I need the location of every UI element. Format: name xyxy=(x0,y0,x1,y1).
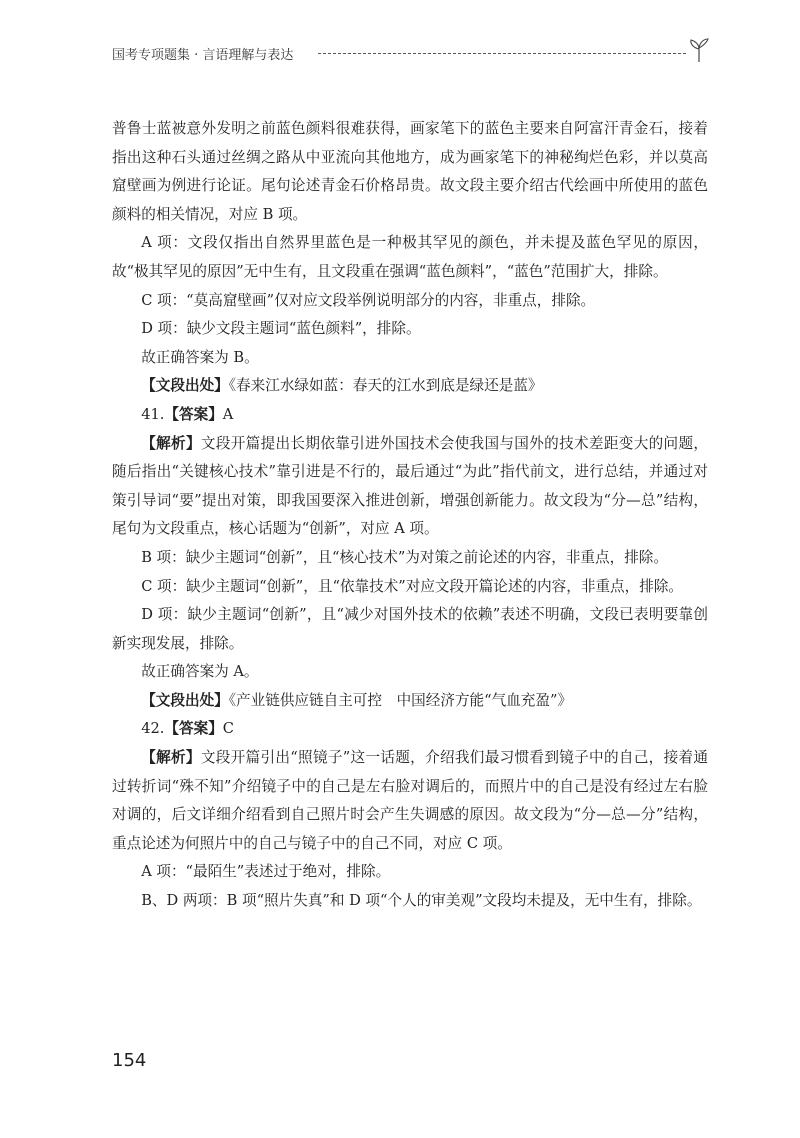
correct-answer-line: 故正确答案为 B。 xyxy=(141,348,259,366)
answer-value: C xyxy=(222,720,234,738)
paragraph: 普鲁士蓝被意外发明之前蓝色颜料很难获得，画家笔下的蓝色主要来自阿富汗青金石，接着指出这种石头通过丝绸之路从中亚流向其他地方，成为画家笔下的神秘绚烂色彩，并以莫高窟壁画为例进行论证。尾句论述青金石价格昂贵。故文段主要介绍古代绘画中所使用的蓝色颜料的相关情况，对应 B 项。 xyxy=(112,120,708,223)
option-analysis-d: D 项：缺少主题词“创新”，且“减少对国外技术的依赖”表述不明确，文段已表明要靠创新实现发展，排除。 xyxy=(112,606,708,652)
answer-label: 【答案】 xyxy=(164,405,223,423)
sprout-icon xyxy=(684,36,714,64)
option-analysis-c: C 项：缺少主题词“创新”，且“依靠技术”对应文段开篇论述的内容，非重点，排除。 xyxy=(141,577,684,595)
analysis-42 xyxy=(112,744,708,858)
source-line xyxy=(112,687,708,716)
header-dashed-rule xyxy=(318,53,686,54)
option-analysis-c: C 项：“莫高窟壁画”仅对应文段举例说明部分的内容，非重点，排除。 xyxy=(141,291,596,309)
page-number: 154 xyxy=(112,1050,147,1071)
option-analysis-bd: B、D 两项：B 项“照片失真”和 D 项“个人的审美观”文段均未提及，无中生有，排除。 xyxy=(141,892,702,910)
question-number: 41. xyxy=(141,405,165,423)
page-body xyxy=(112,115,708,916)
source-line xyxy=(112,372,708,401)
header-title: 国考专项题集 · 言语理解与表达 xyxy=(112,48,294,63)
option-analysis-d: D 项：缺少文段主题词“蓝色颜料”，排除。 xyxy=(141,320,421,338)
analysis-label: 【解析】 xyxy=(141,749,201,767)
analysis-41 xyxy=(112,430,708,544)
source-label: 【文段出处】 xyxy=(141,691,229,709)
answer-heading-41 xyxy=(112,401,708,430)
source-title: 《产业链供应链自主可控 中国经济方能“气血充盈”》 xyxy=(228,691,573,709)
analysis-text: 文段开篇提出长期依靠引进外国技术会使我国与国外的技术差距变大的问题，随后指出“关键核心技术”靠引进是不行的，最后通过“为此”指代前文，进行总结，并通过对策引导词“要”提出对策，即我国要深入推进创新，增强创新能力。故文段为“分—总”结构，尾句为文段重点，核心话题为“创新”，对应 A 项。 xyxy=(112,434,708,538)
option-analysis-a: A 项：“最陌生”表述过于绝对，排除。 xyxy=(141,863,391,881)
question-number: 42. xyxy=(141,720,165,738)
analysis-text: 文段开篇引出“照镜子”这一话题，介绍我们最习惯看到镜子中的自己，接着通过转折词“殊不知”介绍镜子中的自己是左右脸对调后的，而照片中的自己是没有经过左右脸对调的，后文详细介绍看到自己照片时会产生失调感的原因。故文段为“分—总—分”结构，重点论述为何照片中的自己与镜子中的自己不同，对应 C 项。 xyxy=(112,749,708,852)
option-analysis-a: A 项：文段仅指出自然界里蓝色是一种极其罕见的颜色，并未提及蓝色罕见的原因，故“极其罕见的原因”无中生有，且文段重在强调“蓝色颜料”，“蓝色”范围扩大，排除。 xyxy=(112,234,708,280)
answer-value: A xyxy=(222,405,234,423)
answer-label: 【答案】 xyxy=(164,720,223,738)
analysis-label: 【解析】 xyxy=(141,434,201,452)
source-label: 【文段出处】 xyxy=(141,377,229,395)
answer-heading-42 xyxy=(112,715,708,744)
source-title: 《春来江水绿如蓝：春天的江水到底是绿还是蓝》 xyxy=(228,377,543,395)
option-analysis-b: B 项：缺少主题词“创新”，且“核心技术”为对策之前论述的内容，非重点，排除。 xyxy=(141,548,668,566)
running-header xyxy=(112,36,712,66)
correct-answer-line: 故正确答案为 A。 xyxy=(141,663,259,681)
